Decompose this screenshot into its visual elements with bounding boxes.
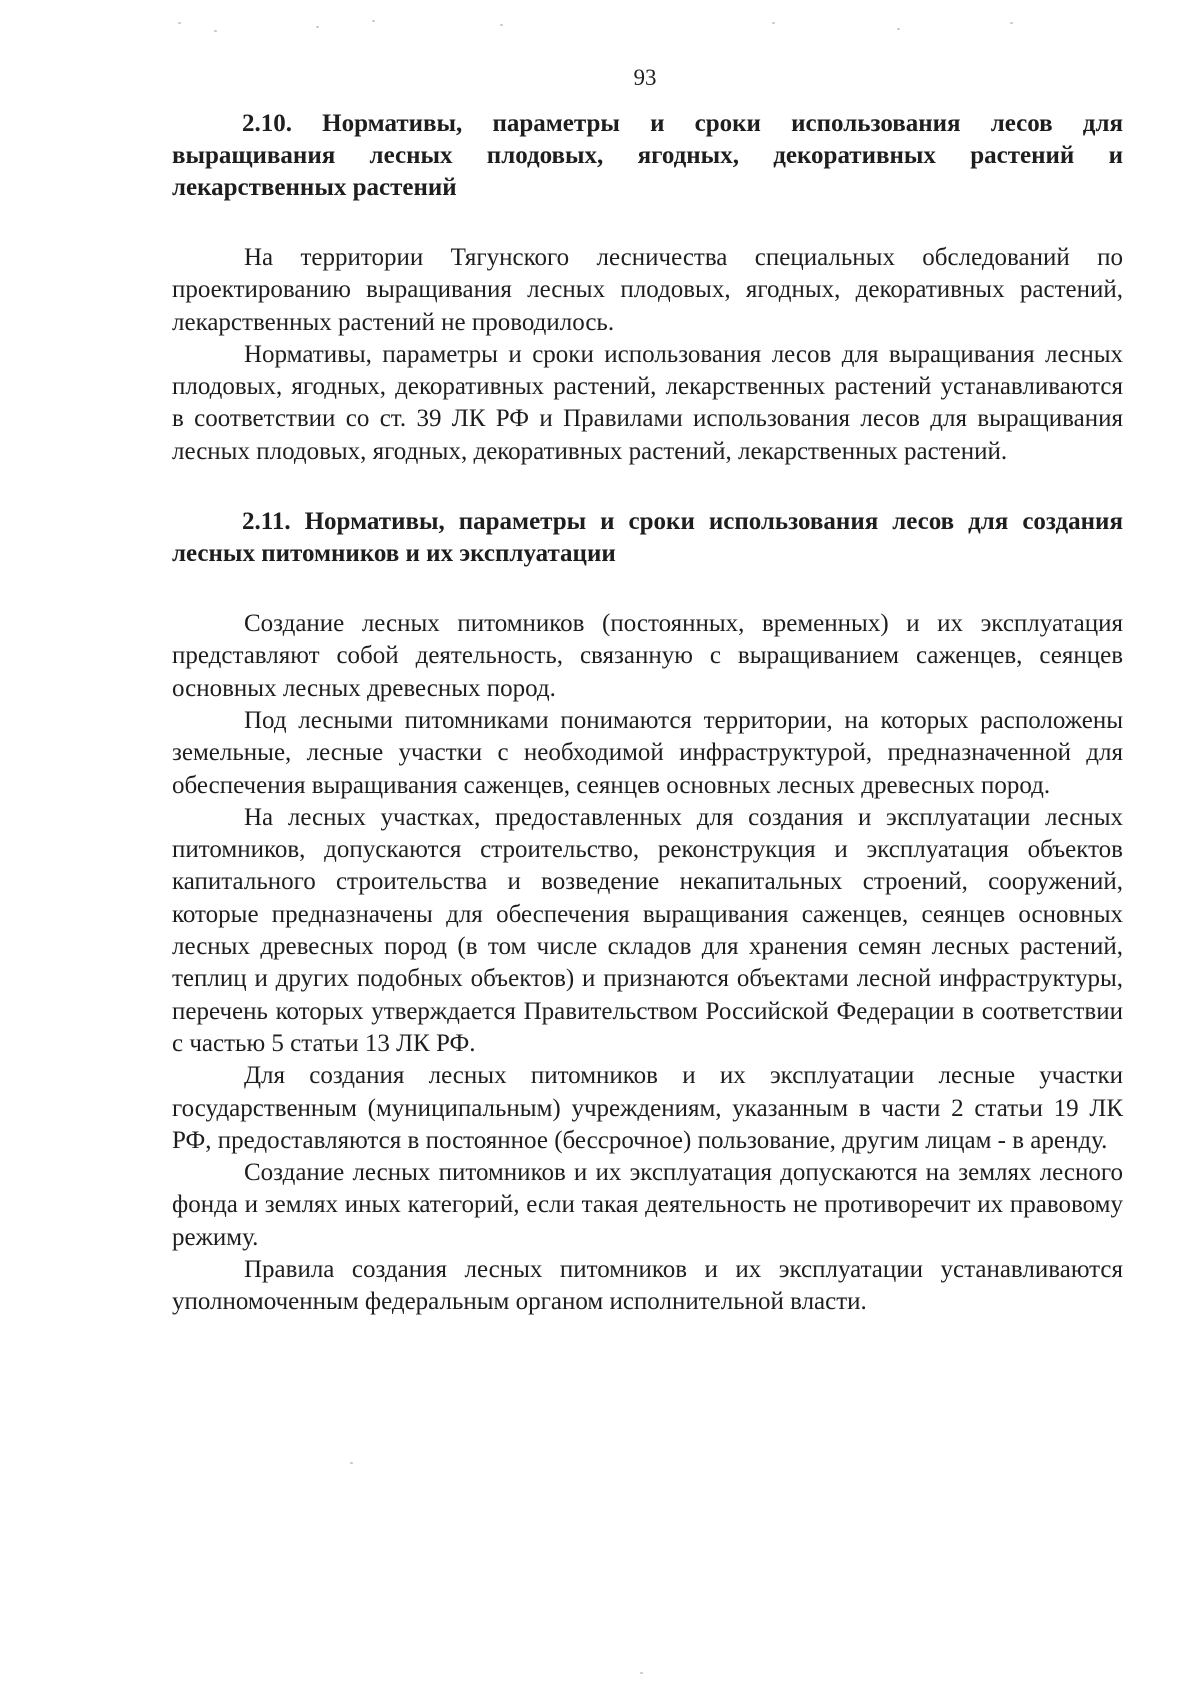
- document-body: [172, 108, 1123, 1319]
- paragraph: Создание лесных питомников (постоянных, временных) и их эксплуатация представляют собой деятельность, связанную с выращиванием саженцев, сеянцев основных лесных древесных пород.: [172, 610, 1123, 702]
- paragraph: Под лесными питомниками понимаются территории, на которых расположены земельные, лесные участки с необходимой инфраструктурой, предназначенной для обеспечения выращивания саженцев, сеянцев основных лесных древесных пород.: [172, 706, 1123, 799]
- section-2-11: [172, 506, 1123, 1319]
- section-heading: 2.10. Нормативы, параметры и сроки использования лесов для выращивания лесных плодовых, ягодных, декоративных растений и лекарственных растений: [172, 110, 1123, 201]
- paragraph: На лесных участках, предоставленных для создания и эксплуатации лесных питомников, допускаются строительство, реконструкция и эксплуатация объектов капитального строительства и возведение некапитальных строений, сооружений, которые предназначены для обеспечения выращивания саженцев, сеянцев основных лесных древесных пород (в том числе складов для хранения семян лесных растений, теплиц и других подобных объектов) и признаются объектами лесной инфраструктуры, перечень которых утверждается Правительством Российской Федерации в соответствии с частью 5 статьи 13 ЛК РФ.: [172, 803, 1123, 1057]
- paragraph: На территории Тягунского лесничества специальных обследований по проектированию выращивания лесных плодовых, ягодных, декоративных растений, лекарственных растений не проводилось.: [172, 244, 1123, 336]
- scan-speck: [897, 28, 900, 30]
- scan-speck: [178, 22, 181, 24]
- paragraph: Для создания лесных питомников и их эксплуатации лесные участки государственным (муниципальным) учреждениям, указанным в части 2 статьи 19 ЛК РФ, предоставляются в постоянное (бессрочное) пользование, другим лицам - в аренду.: [172, 1062, 1123, 1154]
- section-2-10: [172, 108, 1123, 468]
- scan-speck: [316, 26, 319, 28]
- scan-speck: [214, 30, 217, 32]
- scan-speck: [372, 20, 375, 22]
- page-number: 93: [633, 65, 657, 90]
- paragraph: Нормативы, параметры и сроки использования лесов для выращивания лесных плодовых, ягодных, декоративных растений, лекарственных растений устанавливаются в соответствии со ст. 39 ЛК РФ и Правилами использования лесов для выращивания лесных плодовых, ягодных, декоративных растений, лекарственных растений.: [172, 340, 1123, 465]
- section-heading: 2.11. Нормативы, параметры и сроки использования лесов для создания лесных питомников и их эксплуатации: [172, 508, 1123, 568]
- paragraph: Правила создания лесных питомников и их эксплуатации устанавливаются уполномоченным федеральным органом исполнительной власти.: [172, 1256, 1123, 1316]
- scan-speck: [772, 22, 775, 24]
- scan-speck: [640, 1672, 643, 1674]
- scan-speck: [500, 24, 503, 26]
- scan-speck: [1010, 22, 1013, 24]
- scan-speck: [350, 1462, 353, 1464]
- paragraph: Создание лесных питомников и их эксплуатация допускаются на землях лесного фонда и землях иных категорий, если такая деятельность не противоречит их правовому режиму.: [172, 1159, 1123, 1251]
